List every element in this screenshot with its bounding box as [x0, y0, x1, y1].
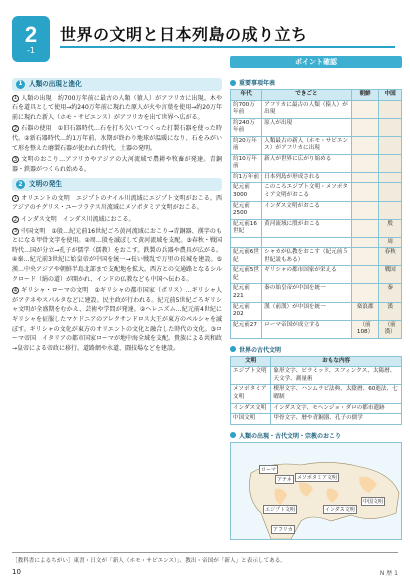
- section-heading: [12, 78, 222, 91]
- table-cell: シャカが仏教をおこす（紀元前５世紀説もある）: [262, 248, 352, 266]
- table-row: [231, 219, 402, 237]
- table-cell: 甲骨文字、暦や青銅器、孔子の儒学: [271, 414, 402, 425]
- table-cell: [351, 154, 379, 172]
- table-cell: （前漢）: [379, 320, 402, 338]
- section-title: 人類の出現と進化: [29, 80, 82, 88]
- table-cell: [379, 118, 402, 136]
- table-row: [231, 284, 402, 302]
- table-cell: インダス文明がおこる: [262, 201, 352, 219]
- table-cell: インダス文字、モヘンジョ・ダロの都市遺跡: [271, 403, 402, 414]
- table-cell: 中国文明: [231, 414, 271, 425]
- table-cell: （前108）: [351, 320, 379, 338]
- paragraph-number: 2: [13, 125, 18, 132]
- table-cell: ローマ帝国が成立する: [262, 320, 352, 338]
- table-cell: 新人が世界に広がり始める: [262, 154, 352, 172]
- table-cell: 紀元前5世紀: [231, 266, 262, 284]
- table-cell: 秦の始皇帝が中国を統一: [262, 284, 352, 302]
- table-cell: [351, 201, 379, 219]
- table-cell: 楽浪郡: [351, 302, 379, 320]
- table-cell: 楔形文字、ハンムラビ法典、太陰暦、60進法、七曜制: [271, 385, 402, 403]
- section-title: 文明の発生: [29, 180, 62, 189]
- table-cell: 日本列島が形成される: [262, 172, 352, 183]
- point-check-label: ポイント確認: [295, 58, 337, 66]
- paragraph: [12, 286, 222, 353]
- table-cell: 殷: [379, 219, 402, 237]
- table-cell: 紀元前16世紀: [231, 219, 262, 237]
- paragraph: [12, 94, 222, 123]
- table-header: 文明: [231, 356, 271, 367]
- page-title: 世界の文明と日本列島の成り立ち: [60, 25, 308, 44]
- map-label-mesopotamia: メソポタミア文明: [297, 474, 337, 481]
- main-column: [12, 74, 222, 355]
- table-cell: 約240万年前: [231, 118, 262, 136]
- side-column: [230, 72, 402, 540]
- chapter-suffix: -1: [27, 45, 35, 55]
- map-label-egypt: エジプト文明: [265, 506, 296, 513]
- table-cell: このころエジプト文明・メソポタミア文明がおこる: [262, 183, 352, 201]
- civilization-table: [230, 356, 402, 425]
- table-cell: [379, 136, 402, 154]
- table-cell: [379, 154, 402, 172]
- table-row: [231, 414, 402, 425]
- paragraph-text: 人類の出現 約700万年前に最古の人類（猿人）がアフリカに出現。木や石を道具として使用→約240万年前に現れた原人が火や言葉を使用→約20万年前に現れた新人（ホモ・サピエンス）がアフリカを出て世界へ広がる。: [12, 94, 222, 121]
- map-label-athens: アテネ: [277, 476, 292, 483]
- footer-note: ［教科書によるちがい］東書・日文が「新人（ホモ・サピエンス）」、教出・帝国が「新人」と表示してある。: [12, 552, 398, 564]
- table-cell: [379, 201, 402, 219]
- table-header: 中国: [379, 90, 402, 101]
- table-cell: [351, 118, 379, 136]
- table-cell: 原人が出現: [262, 118, 352, 136]
- paragraph-number: 4: [13, 287, 18, 294]
- bullet-icon: [230, 80, 236, 86]
- map-heading: [230, 431, 402, 440]
- table-cell: 漢: [379, 302, 402, 320]
- table-row: [231, 118, 402, 136]
- point-check-bar: [230, 56, 402, 68]
- table-header: 朝鮮: [351, 90, 379, 101]
- page-number: 10: [12, 568, 21, 576]
- table-cell: 戦国: [379, 266, 402, 284]
- table-cell: エジプト文明: [231, 367, 271, 385]
- paragraph-text: 石器の使用 ①旧石器時代…石を打ち欠いてつくった打製石器を使った時代。②新石器時代…約1万年前、氷期が終わり地球が温暖になり、石をみがいて形を整えた磨製石器が使われた時代。土器の発明。: [12, 125, 222, 152]
- table-header: できごと: [262, 90, 352, 101]
- paragraph: [12, 155, 222, 174]
- table-header: 年代: [231, 90, 262, 101]
- map-title: 人類の出現・古代文明・宗教のおこり: [239, 432, 342, 440]
- civilization-heading: [230, 345, 402, 354]
- paragraph: [12, 227, 222, 285]
- section-number: 2: [16, 180, 25, 189]
- table-row: [231, 154, 402, 172]
- table-row: [231, 136, 402, 154]
- paragraph: [12, 194, 222, 213]
- table-row: [231, 302, 402, 320]
- map-label-indus: インダス文明: [325, 506, 355, 513]
- table-cell: [351, 183, 379, 201]
- table-cell: [351, 219, 379, 237]
- map-label-china: 中国文明: [363, 498, 384, 505]
- map-label-rome: ローマ: [261, 466, 277, 473]
- table-cell: 約10万年前: [231, 154, 262, 172]
- table-cell: [351, 248, 379, 266]
- civilization-title: 世界の古代文明: [239, 346, 282, 354]
- bullet-icon: [230, 432, 236, 438]
- title-underline: [60, 46, 395, 48]
- table-cell: [351, 100, 379, 118]
- table-cell: 紀元前2500: [231, 201, 262, 219]
- table-cell: 秦: [379, 284, 402, 302]
- table-cell: ギリシャの都市国家が栄える: [262, 266, 352, 284]
- timeline-title: 重要事項年表: [239, 80, 276, 87]
- table-row: [231, 183, 402, 201]
- table-cell: [231, 237, 262, 248]
- bullet-icon: [230, 346, 236, 352]
- table-cell: [351, 284, 379, 302]
- table-cell: 春秋: [379, 248, 402, 266]
- table-row: [231, 320, 402, 338]
- paragraph: [12, 124, 222, 153]
- table-row: [231, 100, 402, 118]
- section-number: 1: [16, 80, 25, 89]
- paragraph-text: インダス文明 インダス川流域におこる。: [21, 216, 135, 224]
- paragraph-number: 3: [13, 228, 18, 235]
- table-cell: 紀元前6世紀: [231, 248, 262, 266]
- table-cell: [262, 237, 352, 248]
- timeline-table: [230, 89, 402, 339]
- table-row: [231, 248, 402, 266]
- table-row: [231, 367, 402, 385]
- table-cell: インダス文明: [231, 403, 271, 414]
- table-cell: [351, 237, 379, 248]
- table-row: [231, 403, 402, 414]
- paragraph-text: オリエントの文明 エジプトのナイル川流域にエジプト文明がおこる。西アジアのチグリス・ユーフラテス川流域にメソポタミア文明がおこる。: [12, 194, 222, 212]
- table-cell: [379, 100, 402, 118]
- map-graphic: [231, 443, 402, 540]
- paragraph-number: 3: [13, 156, 18, 163]
- paragraph: [12, 215, 222, 225]
- table-row: [231, 266, 402, 284]
- page-code: N 歴 1: [379, 570, 398, 577]
- map-label-africa: アフリカ: [273, 526, 293, 533]
- table-cell: 約1万年前: [231, 172, 262, 183]
- timeline-heading: [230, 78, 402, 87]
- table-row: [231, 201, 402, 219]
- table-row: [231, 237, 402, 248]
- table-cell: 象形文字、ピラミッド、スフィンクス、太陽暦、天文学、測量術: [271, 367, 402, 385]
- table-row: [231, 385, 402, 403]
- table-cell: 漢（前漢）が中国を統一: [262, 302, 352, 320]
- paragraph-number: 1: [13, 195, 18, 202]
- world-map: [230, 442, 402, 540]
- table-cell: 紀元前221: [231, 284, 262, 302]
- table-cell: 約700万年前: [231, 100, 262, 118]
- paragraph-number: 2: [13, 216, 18, 223]
- table-cell: 黄河流域に殷がおこる: [262, 219, 352, 237]
- table-cell: 紀元前3000: [231, 183, 262, 201]
- table-cell: 約20万年前: [231, 136, 262, 154]
- section-heading: [12, 178, 222, 191]
- chapter-badge: [12, 16, 50, 62]
- table-cell: 人類最古の新人（ホモ・サピエンス）がアフリカに出現: [262, 136, 352, 154]
- paragraph-text: 文明のおこり…アフリカやアジアの大河流域で農耕や牧畜が発達。青銅器・鉄器がつくられ始める。: [12, 156, 222, 173]
- table-cell: 周: [379, 237, 402, 248]
- table-header: おもな内容: [271, 356, 402, 367]
- table-cell: [351, 136, 379, 154]
- table-cell: メソポタミア文明: [231, 385, 271, 403]
- table-cell: [379, 172, 402, 183]
- paragraph-text: ギリシャ・ローマの文明 ①ギリシャの都市国家（ポリス）…ギリシャ人がアテネやスパルタなどに建設。民主政が行われる。紀元前5世紀ごろギリシャ文明が全盛期をむかえ、芸術や学問が発達。②ヘレニズム…紀元前4世紀にギリシャを征服したマケドニアのアレクサンドロス大王が東方のペルシャを滅ぼす。ギリシャの文化が東方のオリエントの文化と融合した時代の文化。③ローマ帝国 イタリアの都市国家ローマが地中海全域を支配。貴族による共和政→皇帝による帝政に移行。道路網や水道、闘技場などを建設。: [12, 287, 223, 352]
- table-cell: 紀元前27: [231, 320, 262, 338]
- chapter-number: 2: [24, 21, 38, 47]
- table-cell: [351, 172, 379, 183]
- table-cell: 紀元前202: [231, 302, 262, 320]
- table-cell: [379, 183, 402, 201]
- paragraph-number: 1: [13, 95, 18, 102]
- table-row: [231, 172, 402, 183]
- table-cell: アフリカに最古の人類（猿人）が出現: [262, 100, 352, 118]
- table-cell: [351, 266, 379, 284]
- paragraph-text: 中国文明 ①殷…紀元前16世紀ごろ黄河流域におこり→青銅器、漢字のもとになる甲骨文字を使用。②周…殷を滅ぼして黄河流域を支配。③春秋・戦国時代…国が分立→孔子が儒学（儒教）をおこす。鉄製の兵器や農具が広がる。④秦…紀元前3世紀に始皇帝が中国を統一→長い戦乱で万里の長城を建設。⑤漢…中央アジアや朝鮮半島北部まで支配地を拡大。西方との交通路となるシルクロード（絹の道）が開かれ、インドの仏教なども中国へ伝わる。: [12, 227, 222, 283]
